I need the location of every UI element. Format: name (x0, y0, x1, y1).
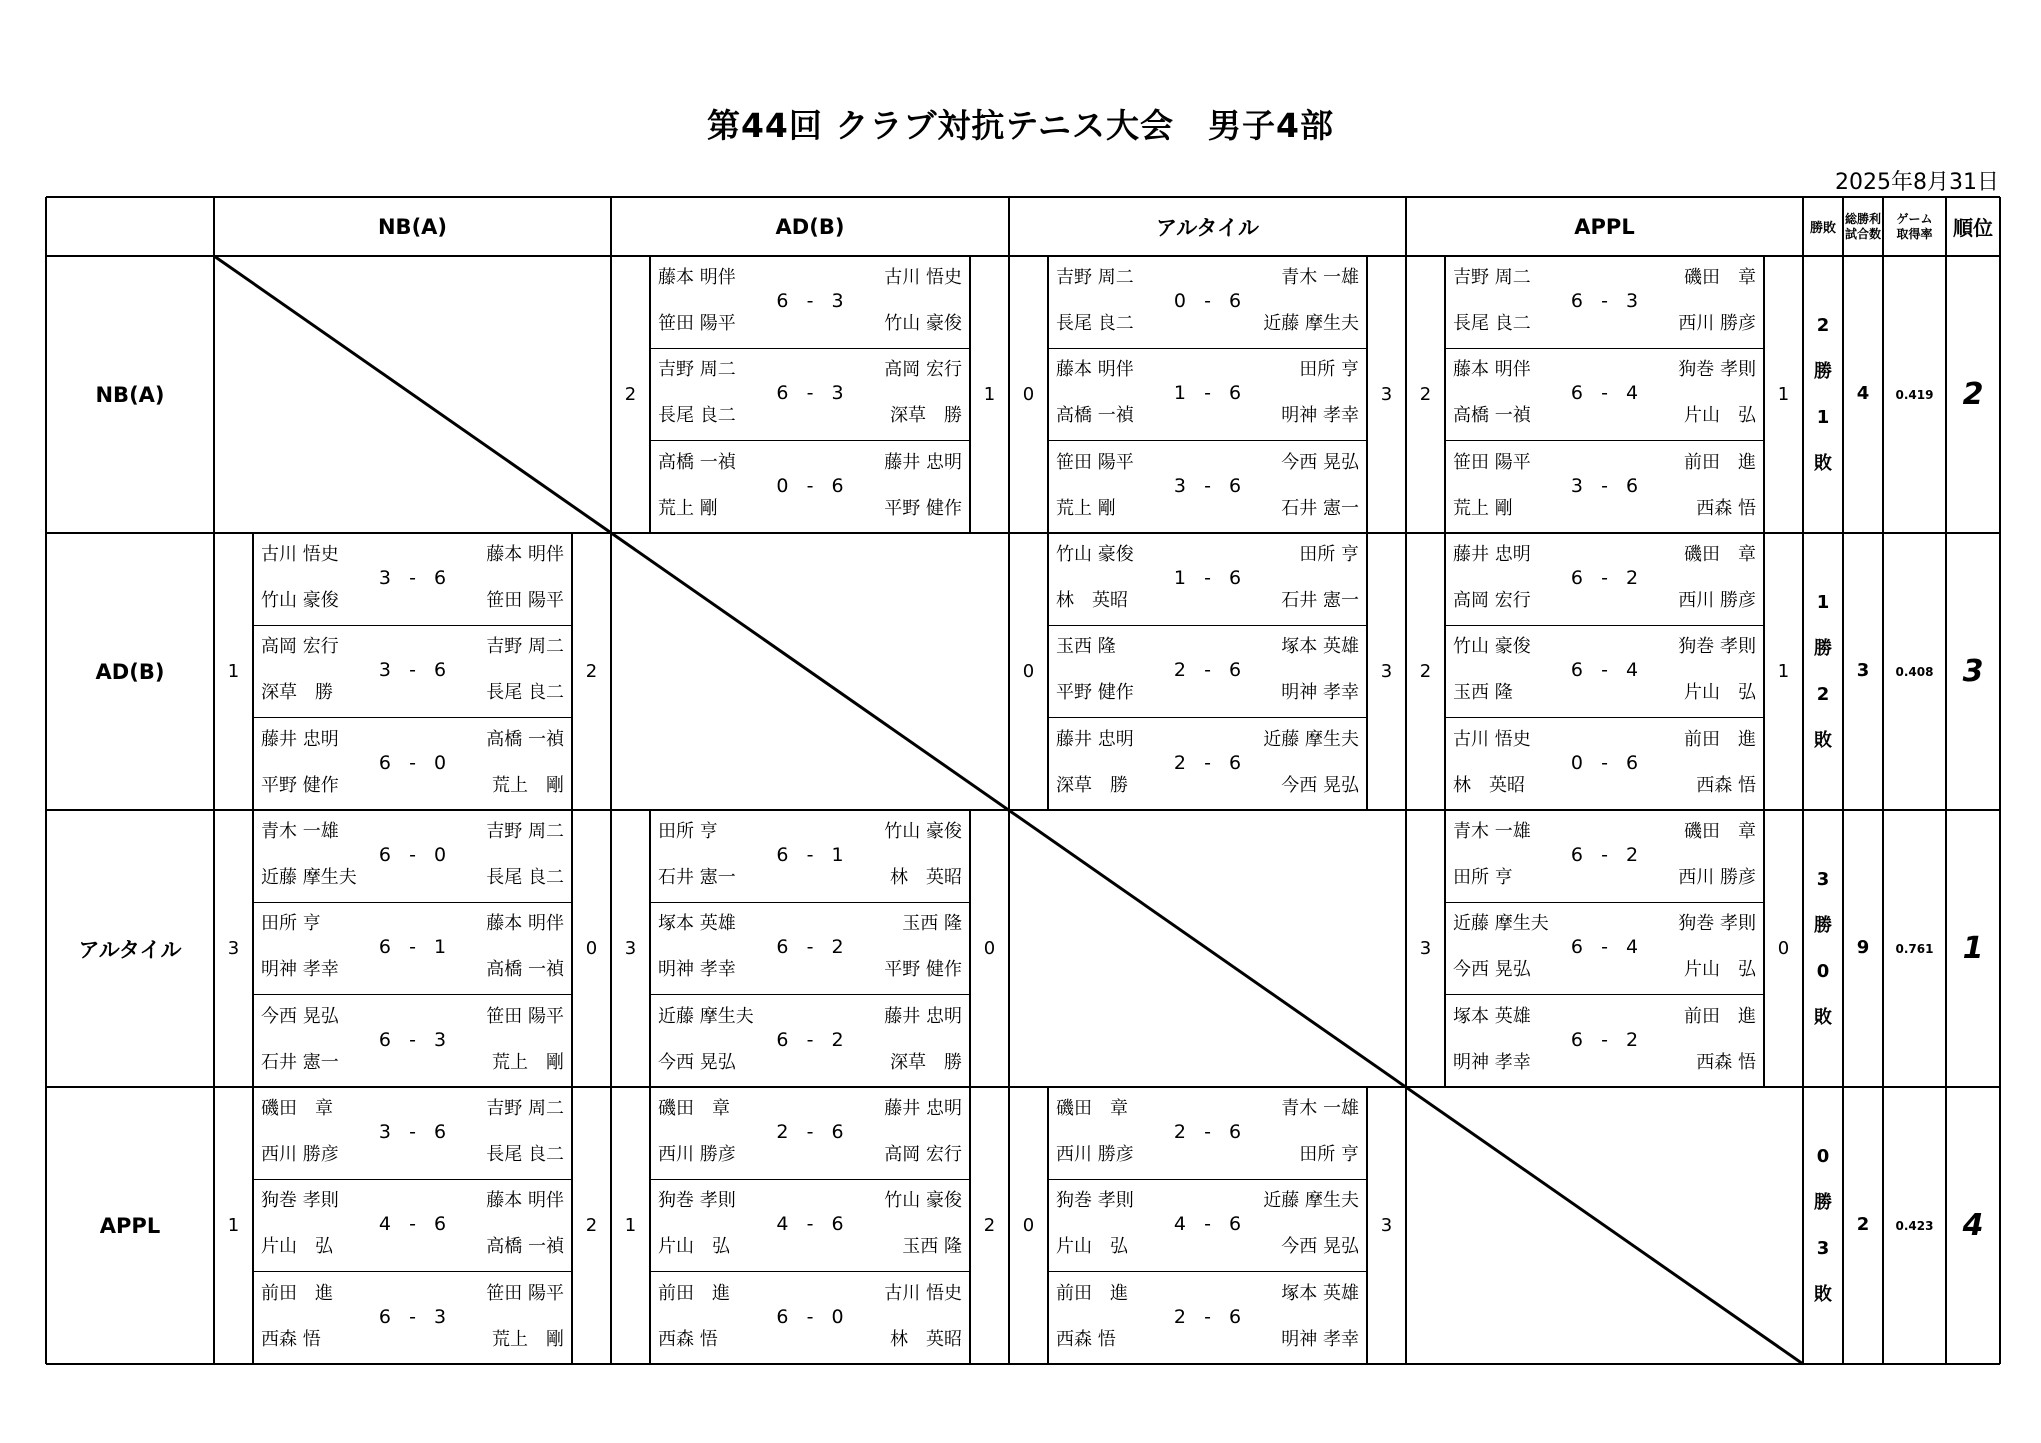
opponent-name: 藤井 忠明 (884, 451, 962, 473)
tournament-date: 2025年8月31日 (1835, 170, 1999, 195)
player-name: 藤井 忠明 (261, 728, 339, 750)
player-name: 吉野 周二 (1453, 267, 1531, 288)
game-rate-value: 0.761 (1895, 941, 1934, 956)
record-char: 3 (1816, 869, 1830, 890)
opponent-name: 高岡 宏行 (884, 359, 962, 381)
match-score: 6 - 3 (1570, 290, 1639, 312)
cell-wins-left: 0 (1022, 1214, 1035, 1236)
player-name: 吉野 周二 (1056, 267, 1134, 288)
opponent-name: 林 英昭 (890, 1328, 962, 1350)
cell-wins-right: 2 (585, 1214, 598, 1236)
match-divider (650, 440, 970, 441)
opponent-name: 狗巻 孝則 (1678, 913, 1756, 935)
opponent-name: 田所 亨 (1299, 544, 1359, 565)
opponent-name: 明神 孝幸 (1281, 405, 1359, 427)
player-name: 片山 弘 (1056, 1236, 1128, 1258)
match-score: 6 - 0 (776, 1305, 844, 1328)
player-name: 石井 憲一 (658, 867, 736, 888)
opponent-name: 深草 勝 (890, 405, 962, 427)
match-divider (1048, 348, 1367, 349)
player-name: 荒上 剛 (1453, 497, 1513, 519)
opponent-name: 西森 悟 (1696, 774, 1756, 796)
player-name: 玉西 隆 (1453, 682, 1513, 704)
cell-wins-left: 1 (227, 660, 240, 682)
player-name: 古川 悟史 (261, 544, 339, 565)
match-divider (1048, 1271, 1367, 1272)
opponent-name: 平野 健作 (884, 497, 962, 519)
cell-wins-left: 1 (624, 1214, 637, 1236)
player-name: 長尾 良二 (1056, 313, 1134, 334)
cell-wins-right: 2 (585, 660, 598, 682)
opponent-name: 高橋 一禎 (486, 1236, 564, 1258)
player-name: 高橋 一禎 (1056, 405, 1134, 427)
opponent-name: 前田 進 (1684, 1005, 1756, 1027)
player-name: 藤本 明伴 (1056, 359, 1134, 381)
match-score: 3 - 6 (378, 1121, 447, 1143)
opponent-name: 荒上 剛 (492, 1328, 564, 1350)
match-divider (650, 348, 970, 349)
row-team-name: APPL (99, 1213, 161, 1238)
opponent-name: 石井 憲一 (1281, 590, 1359, 611)
player-name: 玉西 隆 (1056, 636, 1116, 658)
cell-wins-left: 2 (624, 383, 637, 405)
cell-wins-right: 1 (1777, 660, 1790, 682)
match-divider (1048, 1179, 1367, 1180)
match-score: 6 - 3 (378, 1305, 447, 1328)
match-score: 0 - 6 (1173, 290, 1242, 312)
match-score: 6 - 1 (776, 844, 844, 866)
player-name: 荒上 剛 (658, 497, 718, 519)
opponent-name: 磯田 章 (1684, 544, 1756, 565)
cell-wins-left: 3 (1419, 937, 1432, 959)
opponent-name: 高橋 一禎 (486, 728, 564, 750)
cell-wins-right: 2 (983, 1214, 996, 1236)
rank-value: 2 (1962, 376, 1984, 412)
opponent-name: 高岡 宏行 (884, 1144, 962, 1165)
record-char: 3 (1816, 1238, 1830, 1259)
player-name: 西川 勝彦 (1056, 1144, 1134, 1165)
match-score: 1 - 6 (1173, 382, 1242, 405)
player-name: 高岡 宏行 (261, 636, 339, 658)
player-name: 荒上 剛 (1056, 497, 1116, 519)
player-name: 長尾 良二 (1453, 313, 1531, 334)
player-name: 塚本 英雄 (658, 913, 736, 935)
opponent-name: 前田 進 (1684, 728, 1756, 750)
player-name: 田所 亨 (1453, 867, 1513, 888)
total-wins-value: 2 (1856, 1213, 1870, 1235)
record-char: 2 (1816, 684, 1830, 705)
opponent-name: 笹田 陽平 (486, 590, 564, 611)
record-char: 1 (1816, 592, 1830, 613)
opponent-name: 前田 進 (1684, 451, 1756, 473)
player-name: 林 英昭 (1056, 590, 1128, 611)
column-header-line: 総勝利 (1844, 211, 1881, 226)
opponent-name: 笹田 陽平 (486, 1005, 564, 1027)
column-header-team: NB(A) (377, 214, 448, 239)
opponent-name: 荒上 剛 (492, 774, 564, 796)
match-score: 3 - 6 (1173, 474, 1242, 497)
match-score: 4 - 6 (1173, 1213, 1242, 1236)
opponent-name: 吉野 周二 (486, 1098, 564, 1119)
match-score: 3 - 6 (1570, 474, 1639, 497)
cell-wins-left: 2 (1419, 383, 1432, 405)
player-name: 片山 弘 (658, 1236, 730, 1258)
row-team-name: AD(B) (95, 659, 165, 684)
player-name: 竹山 豪俊 (1056, 544, 1134, 565)
player-name: 西森 悟 (261, 1328, 321, 1350)
opponent-name: 西森 悟 (1696, 497, 1756, 519)
cell-wins-left: 3 (624, 937, 637, 959)
player-name: 狗巻 孝則 (1056, 1190, 1134, 1212)
match-divider (253, 717, 572, 718)
match-score: 0 - 6 (1570, 751, 1639, 774)
match-divider (253, 1179, 572, 1180)
opponent-name: 古川 悟史 (884, 1282, 962, 1304)
column-header-team: APPL (1574, 214, 1635, 239)
opponent-name: 石井 憲一 (1281, 497, 1359, 519)
cell-wins-right: 1 (1777, 383, 1790, 405)
player-name: 狗巻 孝則 (261, 1190, 339, 1212)
match-score: 2 - 6 (1173, 1121, 1242, 1143)
player-name: 西森 悟 (1056, 1328, 1116, 1350)
player-name: 狗巻 孝則 (658, 1190, 736, 1212)
match-score: 6 - 4 (1570, 936, 1639, 959)
record-char: 0 (1816, 961, 1830, 982)
cell-wins-left: 1 (227, 1214, 240, 1236)
opponent-name: 片山 弘 (1684, 405, 1756, 427)
player-name: 明神 孝幸 (658, 959, 736, 981)
player-name: 藤井 忠明 (1453, 544, 1531, 565)
opponent-name: 田所 亨 (1299, 1144, 1359, 1165)
player-name: 笹田 陽平 (1453, 451, 1531, 473)
page-title: 第44回 クラブ対抗テニス大会 男子4部 (706, 106, 1335, 145)
record-char: 勝 (1814, 915, 1832, 936)
match-divider (253, 902, 572, 903)
opponent-name: 西川 勝彦 (1678, 313, 1756, 334)
opponent-name: 藤本 明伴 (486, 1190, 564, 1212)
player-name: 近藤 摩生夫 (1453, 913, 1549, 935)
opponent-name: 西川 勝彦 (1678, 867, 1756, 888)
player-name: 磯田 章 (1056, 1098, 1128, 1119)
cell-wins-left: 3 (227, 937, 240, 959)
match-score: 6 - 2 (776, 936, 844, 959)
record-char: 勝 (1814, 1192, 1832, 1213)
cell-wins-left: 0 (1022, 660, 1035, 682)
match-divider (1048, 625, 1367, 626)
record-char: 勝 (1814, 638, 1832, 659)
cell-wins-left: 0 (1022, 383, 1035, 405)
opponent-name: 藤本 明伴 (486, 913, 564, 935)
player-name: 深草 勝 (261, 682, 333, 704)
row-team-name: NB(A) (95, 382, 165, 407)
opponent-name: 藤本 明伴 (486, 544, 564, 565)
record-char: 敗 (1814, 453, 1832, 474)
player-name: 明神 孝幸 (1453, 1051, 1531, 1073)
record-char: 0 (1816, 1146, 1830, 1167)
match-score: 6 - 0 (378, 751, 447, 774)
player-name: 藤本 明伴 (1453, 359, 1531, 381)
match-divider (253, 625, 572, 626)
match-divider (1048, 717, 1367, 718)
match-score: 6 - 2 (1570, 844, 1639, 866)
opponent-name: 長尾 良二 (486, 682, 564, 704)
column-header-line: 取得率 (1896, 226, 1933, 241)
player-name: 前田 進 (1056, 1282, 1128, 1304)
opponent-name: 西森 悟 (1696, 1051, 1756, 1073)
match-score: 4 - 6 (776, 1213, 844, 1236)
match-score: 6 - 3 (776, 382, 844, 405)
opponent-name: 吉野 周二 (486, 821, 564, 842)
record-char: 敗 (1814, 730, 1832, 751)
column-header-rank: 順位 (1953, 216, 1993, 240)
player-name: 平野 健作 (1056, 682, 1134, 704)
opponent-name: 笹田 陽平 (486, 1282, 564, 1304)
player-name: 田所 亨 (261, 913, 321, 935)
record-char: 敗 (1814, 1007, 1832, 1028)
match-score: 2 - 6 (1173, 751, 1242, 774)
opponent-name: 長尾 良二 (486, 867, 564, 888)
match-divider (253, 1271, 572, 1272)
row-team-name: アルタイル (78, 937, 182, 962)
opponent-name: 今西 晃弘 (1281, 451, 1359, 473)
match-score: 3 - 6 (378, 659, 447, 682)
rank-value: 1 (1962, 930, 1984, 966)
player-name: 磯田 章 (658, 1098, 730, 1119)
opponent-name: 近藤 摩生夫 (1263, 313, 1359, 334)
player-name: 塚本 英雄 (1453, 1005, 1531, 1027)
opponent-name: 藤井 忠明 (884, 1005, 962, 1027)
match-score: 6 - 3 (776, 290, 844, 312)
player-name: 藤本 明伴 (658, 267, 736, 288)
player-name: 笹田 陽平 (658, 313, 736, 334)
opponent-name: 田所 亨 (1299, 359, 1359, 381)
total-wins-value: 3 (1856, 659, 1870, 681)
player-name: 近藤 摩生夫 (658, 1005, 754, 1027)
match-score: 2 - 6 (776, 1121, 844, 1143)
player-name: 吉野 周二 (658, 359, 736, 381)
match-divider (253, 994, 572, 995)
match-score: 6 - 0 (378, 844, 447, 866)
match-divider (650, 994, 970, 995)
match-score: 4 - 6 (378, 1213, 447, 1236)
match-divider (1445, 440, 1764, 441)
match-score: 6 - 2 (1570, 1028, 1639, 1051)
rank-value: 4 (1962, 1207, 1984, 1243)
player-name: 竹山 豪俊 (261, 590, 339, 611)
record-char: 1 (1816, 407, 1830, 428)
player-name: 林 英昭 (1453, 774, 1525, 796)
record-char: 敗 (1814, 1284, 1832, 1305)
match-score: 6 - 3 (378, 1028, 447, 1051)
match-score: 6 - 4 (1570, 659, 1639, 682)
player-name: 青木 一雄 (1453, 821, 1531, 842)
opponent-name: 藤井 忠明 (884, 1098, 962, 1119)
player-name: 平野 健作 (261, 774, 339, 796)
player-name: 今西 晃弘 (261, 1005, 339, 1027)
match-score: 0 - 6 (776, 474, 844, 497)
player-name: 高橋 一禎 (658, 451, 736, 473)
opponent-name: 磯田 章 (1684, 821, 1756, 842)
player-name: 今西 晃弘 (1453, 959, 1531, 981)
player-name: 高岡 宏行 (1453, 590, 1531, 611)
opponent-name: 竹山 豪俊 (884, 821, 962, 842)
match-divider (1445, 348, 1764, 349)
match-score: 1 - 6 (1173, 567, 1242, 589)
match-score: 6 - 2 (776, 1028, 844, 1051)
player-name: 高橋 一禎 (1453, 405, 1531, 427)
match-divider (1048, 440, 1367, 441)
column-header-team: アルタイル (1156, 215, 1259, 240)
opponent-name: 今西 晃弘 (1281, 774, 1359, 796)
player-name: 今西 晃弘 (658, 1051, 736, 1073)
opponent-name: 青木 一雄 (1281, 267, 1359, 288)
cell-wins-right: 3 (1380, 1214, 1393, 1236)
opponent-name: 塚本 英雄 (1281, 636, 1359, 658)
opponent-name: 玉西 隆 (902, 913, 962, 935)
player-name: 石井 憲一 (261, 1051, 339, 1073)
column-header-line: 試合数 (1844, 226, 1881, 241)
player-name: 深草 勝 (1056, 774, 1128, 796)
column-header-record: 勝敗 (1809, 221, 1836, 236)
player-name: 藤井 忠明 (1056, 728, 1134, 750)
record-char: 2 (1816, 315, 1830, 336)
match-divider (650, 1271, 970, 1272)
opponent-name: 狗巻 孝則 (1678, 359, 1756, 381)
column-header-line: ゲーム (1896, 211, 1933, 226)
opponent-name: 青木 一雄 (1281, 1098, 1359, 1119)
match-score: 6 - 2 (1570, 567, 1639, 589)
player-name: 長尾 良二 (658, 405, 736, 427)
total-wins-value: 9 (1856, 936, 1870, 958)
opponent-name: 玉西 隆 (902, 1236, 962, 1258)
opponent-name: 片山 弘 (1684, 682, 1756, 704)
total-wins-value: 4 (1856, 382, 1870, 404)
opponent-name: 明神 孝幸 (1281, 682, 1359, 704)
opponent-name: 明神 孝幸 (1281, 1328, 1359, 1350)
match-score: 6 - 1 (378, 936, 447, 959)
player-name: 田所 亨 (658, 821, 718, 842)
player-name: 西森 悟 (658, 1328, 718, 1350)
opponent-name: 古川 悟史 (884, 267, 962, 288)
cell-wins-right: 3 (1380, 660, 1393, 682)
game-rate-value: 0.419 (1895, 387, 1934, 402)
match-divider (1445, 625, 1764, 626)
player-name: 片山 弘 (261, 1236, 333, 1258)
match-score: 2 - 6 (1173, 659, 1242, 682)
player-name: 古川 悟史 (1453, 728, 1531, 750)
player-name: 竹山 豪俊 (1453, 636, 1531, 658)
cell-wins-right: 0 (585, 937, 598, 959)
player-name: 明神 孝幸 (261, 959, 339, 981)
opponent-name: 近藤 摩生夫 (1263, 1190, 1359, 1212)
match-score: 2 - 6 (1173, 1305, 1242, 1328)
opponent-name: 吉野 周二 (486, 636, 564, 658)
match-score: 6 - 4 (1570, 382, 1639, 405)
match-divider (650, 1179, 970, 1180)
opponent-name: 深草 勝 (890, 1051, 962, 1073)
opponent-name: 狗巻 孝則 (1678, 636, 1756, 658)
match-divider (650, 902, 970, 903)
player-name: 西川 勝彦 (658, 1144, 736, 1165)
opponent-name: 塚本 英雄 (1281, 1282, 1359, 1304)
match-divider (1445, 717, 1764, 718)
opponent-name: 荒上 剛 (492, 1051, 564, 1073)
match-divider (1445, 994, 1764, 995)
opponent-name: 西川 勝彦 (1678, 590, 1756, 611)
rank-value: 3 (1962, 653, 1984, 689)
cell-wins-right: 0 (1777, 937, 1790, 959)
match-divider (1445, 902, 1764, 903)
match-score: 3 - 6 (378, 567, 447, 589)
opponent-name: 磯田 章 (1684, 267, 1756, 288)
opponent-name: 高橋 一禎 (486, 959, 564, 981)
opponent-name: 今西 晃弘 (1281, 1236, 1359, 1258)
cell-wins-left: 2 (1419, 660, 1432, 682)
player-name: 前田 進 (261, 1282, 333, 1304)
record-char: 勝 (1814, 361, 1832, 382)
player-name: 西川 勝彦 (261, 1144, 339, 1165)
player-name: 笹田 陽平 (1056, 451, 1134, 473)
player-name: 前田 進 (658, 1282, 730, 1304)
opponent-name: 平野 健作 (884, 959, 962, 981)
player-name: 磯田 章 (261, 1098, 333, 1119)
opponent-name: 竹山 豪俊 (884, 313, 962, 334)
player-name: 近藤 摩生夫 (261, 867, 357, 888)
opponent-name: 竹山 豪俊 (884, 1190, 962, 1212)
opponent-name: 片山 弘 (1684, 959, 1756, 981)
opponent-name: 林 英昭 (890, 867, 962, 888)
game-rate-value: 0.423 (1895, 1218, 1934, 1233)
opponent-name: 近藤 摩生夫 (1263, 728, 1359, 750)
opponent-name: 長尾 良二 (486, 1144, 564, 1165)
player-name: 青木 一雄 (261, 821, 339, 842)
cell-wins-right: 1 (983, 383, 996, 405)
column-header-team: AD(B) (775, 214, 845, 239)
game-rate-value: 0.408 (1895, 664, 1934, 679)
cell-wins-right: 3 (1380, 383, 1393, 405)
cell-wins-right: 0 (983, 937, 996, 959)
